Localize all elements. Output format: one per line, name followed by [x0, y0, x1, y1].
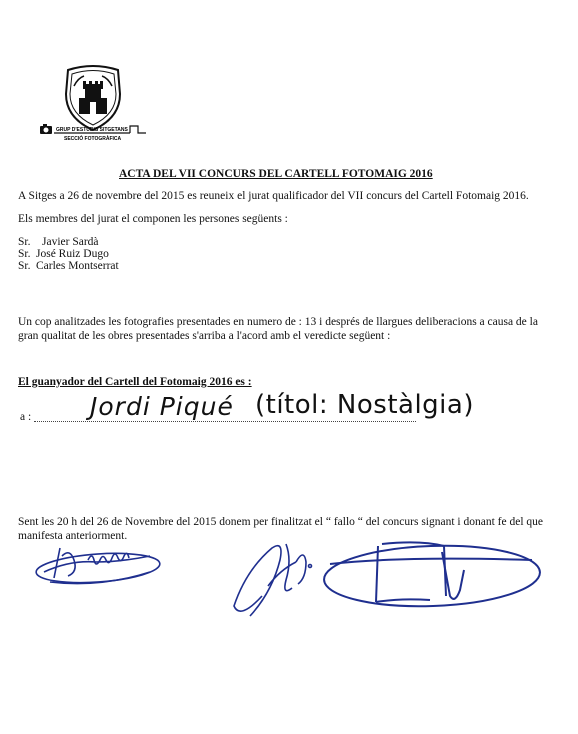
member-prefix: Sr.: [18, 236, 31, 248]
winner-name-handwritten: Jordi Piqué: [90, 392, 234, 421]
signature-javier-sarda: [35, 548, 161, 586]
member-name: José Ruiz Dugo: [36, 248, 109, 260]
member-name: Javier Sardà: [42, 236, 99, 248]
analysis-paragraph: Un cop analitzades les fotografies presentades en numero de : 13 i després de llargues deliberacions a causa de la gran qualitat de les obres presentades s'arriba a l'acord amb el veredicte següent :: [18, 316, 538, 342]
signature-carles-montserrat: [323, 542, 541, 610]
logo-group-text: GRUP D'ESTUDIS SITGETANS: [56, 127, 128, 133]
closing-paragraph: Sent les 20 h del 26 de Novembre del 2015 donem per finalitzat el “ fallo “ del concurs signant i donant fe del que manifesta anteriorment.: [18, 516, 544, 542]
winner-title-handwritten: (títol: Nostàlgia): [255, 390, 474, 420]
winner-label: El guanyador del Cartell del Fotomaig 2016 es :: [18, 376, 252, 388]
signature-jose-ruiz-dugo: [234, 544, 312, 616]
logo-section-text: SECCIÓ FOTOGRÀFICA: [64, 136, 122, 142]
winner-prefix: a :: [20, 411, 32, 423]
member-prefix: Sr.: [18, 260, 31, 272]
document-title: ACTA DEL VII CONCURS DEL CARTELL FOTOMAIG 2016: [119, 168, 433, 180]
members-intro: Els membres del jurat el componen les persones següents :: [18, 213, 288, 225]
member-name: Carles Montserrat: [36, 260, 119, 272]
intro-text: A Sitges a 26 de novembre del 2015 es reuneix el jurat qualificador del VII concurs del Cartell Fotomaig 2016.: [18, 190, 529, 202]
member-prefix: Sr.: [18, 248, 31, 260]
